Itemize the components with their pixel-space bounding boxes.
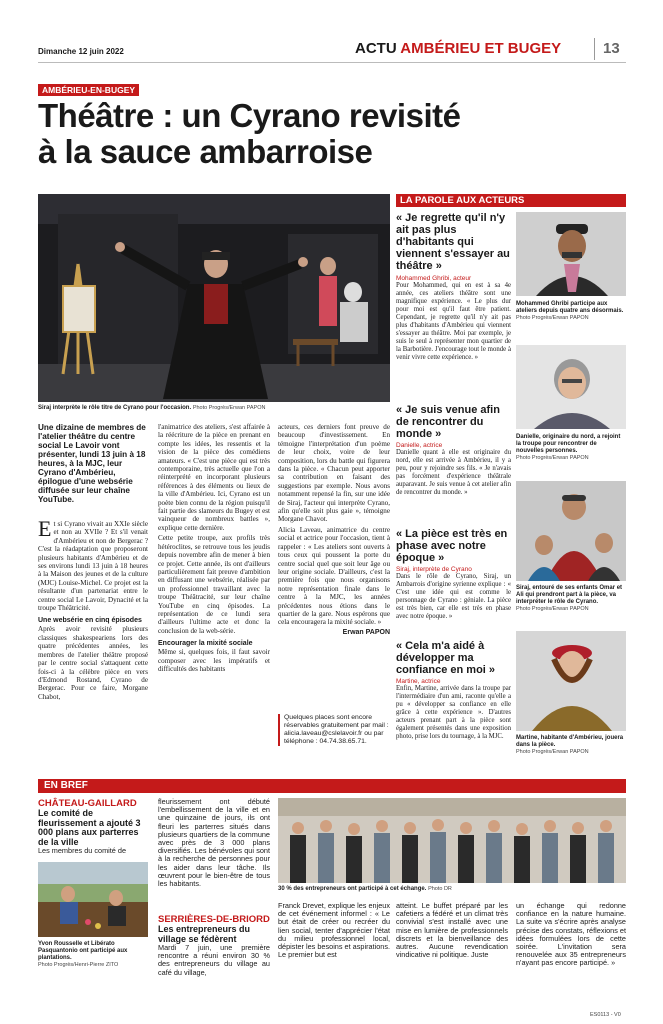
sidebar-quote-1-title: « Je regrette qu'il n'y ait pas plus d'habitants qui viennent s'essayer au théâtre » [396,212,510,272]
brief-1-text-a: Les membres du comité de [38,846,127,855]
portrait-siraj-image [516,481,626,581]
article-title [38,98,460,170]
column-2 [158,423,270,673]
brief-2-text-d: un échange qui redonne confiance en la nature humaine. La suite va s'écrire après analyse précise des constats, réflexions et idées formulées lors de cette soirée. L'invitation sera renouvelée aux 35 entrepreneurs n'ayant pas encore participé. » [516,901,626,968]
brief-1-photo [38,862,148,937]
sidebar-quote-2 [396,404,511,497]
main-photo [38,194,390,402]
sidebar-quote-1 [396,212,511,362]
sidebar-quote-3-name: Siraj, interprète de Cyrano [396,566,472,573]
brief-2-place: SERRIÈRES-DE-BRIORD [158,914,270,925]
sidebar-quote-2-text: Danielle quant à elle est originaire du nord, elle est arrivée à Ambérieu, il y a peu, pour y rejoindre ses fils. « Je n'avais pas forcément d'expérience théâtrale auparavant. Je suis venue à cet atelier afin de rencontrer du monde. » [396,449,511,496]
page-number: 13 [603,40,620,57]
column-2-subhead: Encourager la mixité sociale [158,640,253,648]
sidebar-quote-3-title: « La pièce est très en phase avec notre époque » [396,528,508,564]
section-prefix: ACTU [355,40,397,57]
portrait-danielle-credit: Photo Progrès/Erwan PAPON [516,455,589,461]
brief-1-planting-image [38,862,148,937]
article-signature: Erwan PAPON [342,628,390,636]
brief-2-group-image [278,798,626,883]
column-1-paragraph-1 [38,516,148,613]
brief-1-caption-text: Yvon Rousselle et Libérato Pasquantonio ont participé aux plantations. [38,941,128,961]
brief-1-text-b: fleurissement ont débuté l'embellissement de la ville et en une quinzaine de jours, ils ont fleuri les parterres situés dans plusieurs quartiers de la commune avec près de 3 000 plans diversifiés. Les bénévoles qui sont à la recherche de personnes pour les aider dans leur tâche. Ils œuvrent pour le bien-être de tous les habitants. [158,797,270,889]
sidebar-quote-1-text: Pour Mohammed, qui en est à sa 4e année, ces ateliers théâtre sont une magnifique expérience. « Le plus dur pour moi est qu'il faut être patient. Cependant, je regrette qu'il n'y ait pas plus d'habitants d'Ambérieu qui viennent s'essayer au théâtre. Moi par exemple, je suis le seul à représenter mon quartier de la Barbotière. J'encourage tout le monde à venir vivre cette expérience. » [396,282,511,361]
brief-1-headline: Le comité de fleurissement a ajouté 3 000 plans aux parterres de la ville [38,808,141,847]
column-1-text-1: t si Cyrano vivait au XXIe siècle et non au XVIIe ? Et s'il venait d'Ambérieu et non de Bergerac ? C'est la réadaptation que proposeront plusieurs habitants d'Ambérieu et de ses environs lundi 13 juin à 18 heures à la Maison des jeunes et de la culture (MJC) Louise-Michel. Ce projet est la résultante d'un partenariat entre le centre social Le Lavoir, Dynacité et la troupe Théâtricité. [38,520,148,613]
portrait-mohammed-image [516,212,626,296]
column-2-paragraph-2: Cette petite troupe, aux profils très hétéroclites, se retrouve tous les jeudis depuis novembre afin de mener à bien ce projet. Cette année, ils ont d'ailleurs particulièrement fait preuve d'ambition en diffusant une websérie, réalisée par un professionnel travaillant avec la troupe Théâtracité, sur leur chaîne YouTube en cinq épisodes. La représentation de ce lundi sera d'ailleurs l'ultime acte et donc la conclusion de la web-série. [158,534,270,635]
portrait-danielle-caption-text: Danielle, originaire du nord, a rejoint la troupe pour rencontrer de nouvelles personnes. [516,434,621,454]
portrait-siraj-caption [516,585,626,613]
portrait-martine-credit: Photo Progrès/Erwan PAPON [516,749,589,755]
portrait-mohammed-credit: Photo Progrès/Erwan PAPON [516,315,589,321]
brief-2-headline: Les entrepreneurs du village se fédèrent [158,924,251,944]
sidebar-quote-4 [396,640,511,741]
brief-2-photo [278,798,626,883]
column-1-subhead: Une websérie en cinq épisodes [38,617,142,625]
brief-1-place: CHÂTEAU-GAILLARD [38,798,137,809]
section-header [355,40,561,57]
dropcap: E [38,516,52,541]
main-caption-text: Siraj interprète le rôle titre de Cyrano pour l'occasion. [38,405,192,411]
portrait-martine [516,631,626,731]
column-3-paragraph-2: Alicia Laveau, animatrice du centre social et actrice pour l'occasion, tient à rappeler : « Les ateliers sont ouverts à tous ceux qui poussent la porte du centre social quel que soit leur âge ou leur origine sociale. D'ailleurs, c'est la première fois que nous organisons notre représentation finale dans le centre à la MJC, les années précédentes nous étions dans le quartier de la gare. Nous espérons que cela encouragera la mixité sociale. » [278,525,390,627]
column-2-paragraph-3: Même si, quelques fois, il faut savoir composer avec les impératifs et difficultés des habitants [158,648,270,673]
footer-code: ES0113 - V0 [590,1012,621,1018]
portrait-martine-caption-text: Martine, habitante d'Ambérieu, jouera dans la pièce. [516,735,624,748]
main-caption-credit: Photo Progrès/Erwan PAPON [192,405,266,411]
brief-2-text-c: atteint. Le buffet préparé par les cafetiers a fédéré et un climat très convivial s'est installé avec une mise en lumière de professionnels discrets et la bienveillance des autres. Aucune revendication vindicative ni politique. Juste [396,901,508,960]
portrait-siraj-caption-text: Siraj, entouré de ses enfants Omar et Ali qui prendront part à la pièce, va interpréter le rôle de Cyrano. [516,585,623,605]
column-2-paragraph-1: l'animatrice des ateliers, s'est affairée à la réécriture de la pièce en prenant en compte les idées, les ressentis et la vision de la pièce des comédiens amateurs. « C'est une pièce qui est très contemporaine, très actuelle que l'on a réinterprété en incorporant plusieurs références à des éléments ou lieux de la ville d'Ambérieu. Ici, Cyrano est un poète bien connu de la région puisqu'il fait partie des slameurs du Bugey et est vainqueur de nombreux battles », explique cette dernière. [158,423,270,532]
portrait-danielle [516,345,626,429]
info-box [278,714,390,746]
brief-2-text-a: Mardi 7 juin, une première rencontre a réuni environ 30 % des entrepreneurs du village au café du village, [158,943,270,977]
header-rule [38,62,626,63]
portrait-mohammed-caption [516,301,626,322]
portrait-martine-caption [516,735,626,756]
header-divider [594,38,595,60]
sidebar-quote-2-title: « Je suis venue afin de rencontrer du monde » [396,404,500,440]
section-name: AMBÉRIEU ET BUGEY [400,40,562,57]
sidebar-quote-2-name: Danielle, actrice [396,442,443,449]
portrait-martine-image [516,631,626,731]
brief-2-text-b: Franck Drevet, explique les enjeux de cet événement informel : « Le but était de créer ou recréer du lien social, tenter d'apprécier l'état du milieu professionnel local, dépister les besoins et aspirations. Le premier but est [278,901,390,960]
brief-1-continued [158,798,270,888]
sidebar-quote-4-title: « Cela m'a aidé à développer ma confiance en moi » [396,640,496,676]
portrait-danielle-caption [516,434,626,462]
title-line-2: à la sauce ambarroise [38,133,373,170]
portrait-siraj [516,481,626,581]
brief-2-caption-text: 30 % des entrepreneurs ont participé à cet échange. [278,886,427,892]
title-line-1: Théâtre : un Cyrano revisité [38,97,461,134]
brief-1 [38,798,150,855]
sidebar-quote-4-name: Martine, actrice [396,678,441,685]
brief-2-head [158,914,270,977]
info-box-text: Quelques places sont encore réservables gratuitement par mail : alicia.laveau@cslelavoir.fr ou par téléphone : 04.74.38.65.71. [284,714,389,745]
sidebar-quote-3-text: Dans le rôle de Cyrano, Siraj, un Ambarrois d'origine syrienne explique : « C'est une idée qui est comme le personnage de Cyrano : géniale. La pièce est très bien, car elle est très en phase avec notre époque. » [396,573,511,620]
main-caption [38,405,390,412]
portrait-mohammed-caption-text: Mohammed Ghribi participe aux ateliers depuis quatre ans désormais. [516,301,624,314]
cyrano-stage-image [38,194,390,402]
portrait-mohammed [516,212,626,296]
sidebar-quote-3 [396,528,511,621]
portrait-siraj-credit: Photo Progrès/Erwan PAPON [516,606,589,612]
column-3-paragraph-1: acteurs, ces derniers font preuve de beaucoup d'investissement. En témoigne l'interprétation d'un poème de leur choix, voire de leur composition, lors du battle qui figurera dans la pièce. « Chacun peut apporter sa contribution en faisant des suggestions par exemple. Nous avons notamment repensé la fin, sur une idée de Siraj, l'acteur qui interprète Cyrano, afin qu'elle soit plus gaie », témoigne Morgane Chavot. [278,423,390,524]
page-date: Dimanche 12 juin 2022 [38,47,124,56]
portrait-danielle-image [516,345,626,429]
sidebar-quote-1-name: Mohammed Ghribi, acteur [396,275,472,282]
sidebar-title: LA PAROLE AUX ACTEURS [396,194,626,207]
kicker: AMBÉRIEU-EN-BUGEY [38,84,139,96]
column-3 [278,423,390,636]
column-1-paragraph-2: Après avoir revisité plusieurs classiques shakespeariens lors des quatre précédentes années, les membres de l'atelier théâtre proposé par le centre social s'attaquent cette fois-ci à la célèbre pièce en vers d'Edmond Rostand, Cyrano de Bergerac. Pour ce faire, Morgane Chabot, [38,625,148,701]
brief-2-caption [278,886,626,893]
column-1 [38,516,148,701]
brief-title: EN BREF [38,779,626,793]
brief-1-credit: Photo Progrès/Henri-Pierre ZITO [38,962,119,968]
sidebar-quote-4-text: Enfin, Martine, arrivée dans la troupe par l'intermédiaire d'un ami, raconte qu'elle a pu « développer sa confiance en elle grâce à cette expérience ». D'autres acteurs prenant part à la pièce sont également présentés dans une exposition photo, prise lors du tournage, à la MJC. [396,685,511,740]
brief-1-caption [38,941,150,969]
brief-2-credit: Photo DR [428,886,452,892]
article-lead: Une dizaine de membres de l'atelier théâtre du centre social Le Lavoir vont présenter, lundi 13 juin à 18 heures, à la MJC, leur Cyrano d'Ambérieu, épilogue d'une websérie diffusée sur leur chaîne YouTube. [38,423,146,504]
